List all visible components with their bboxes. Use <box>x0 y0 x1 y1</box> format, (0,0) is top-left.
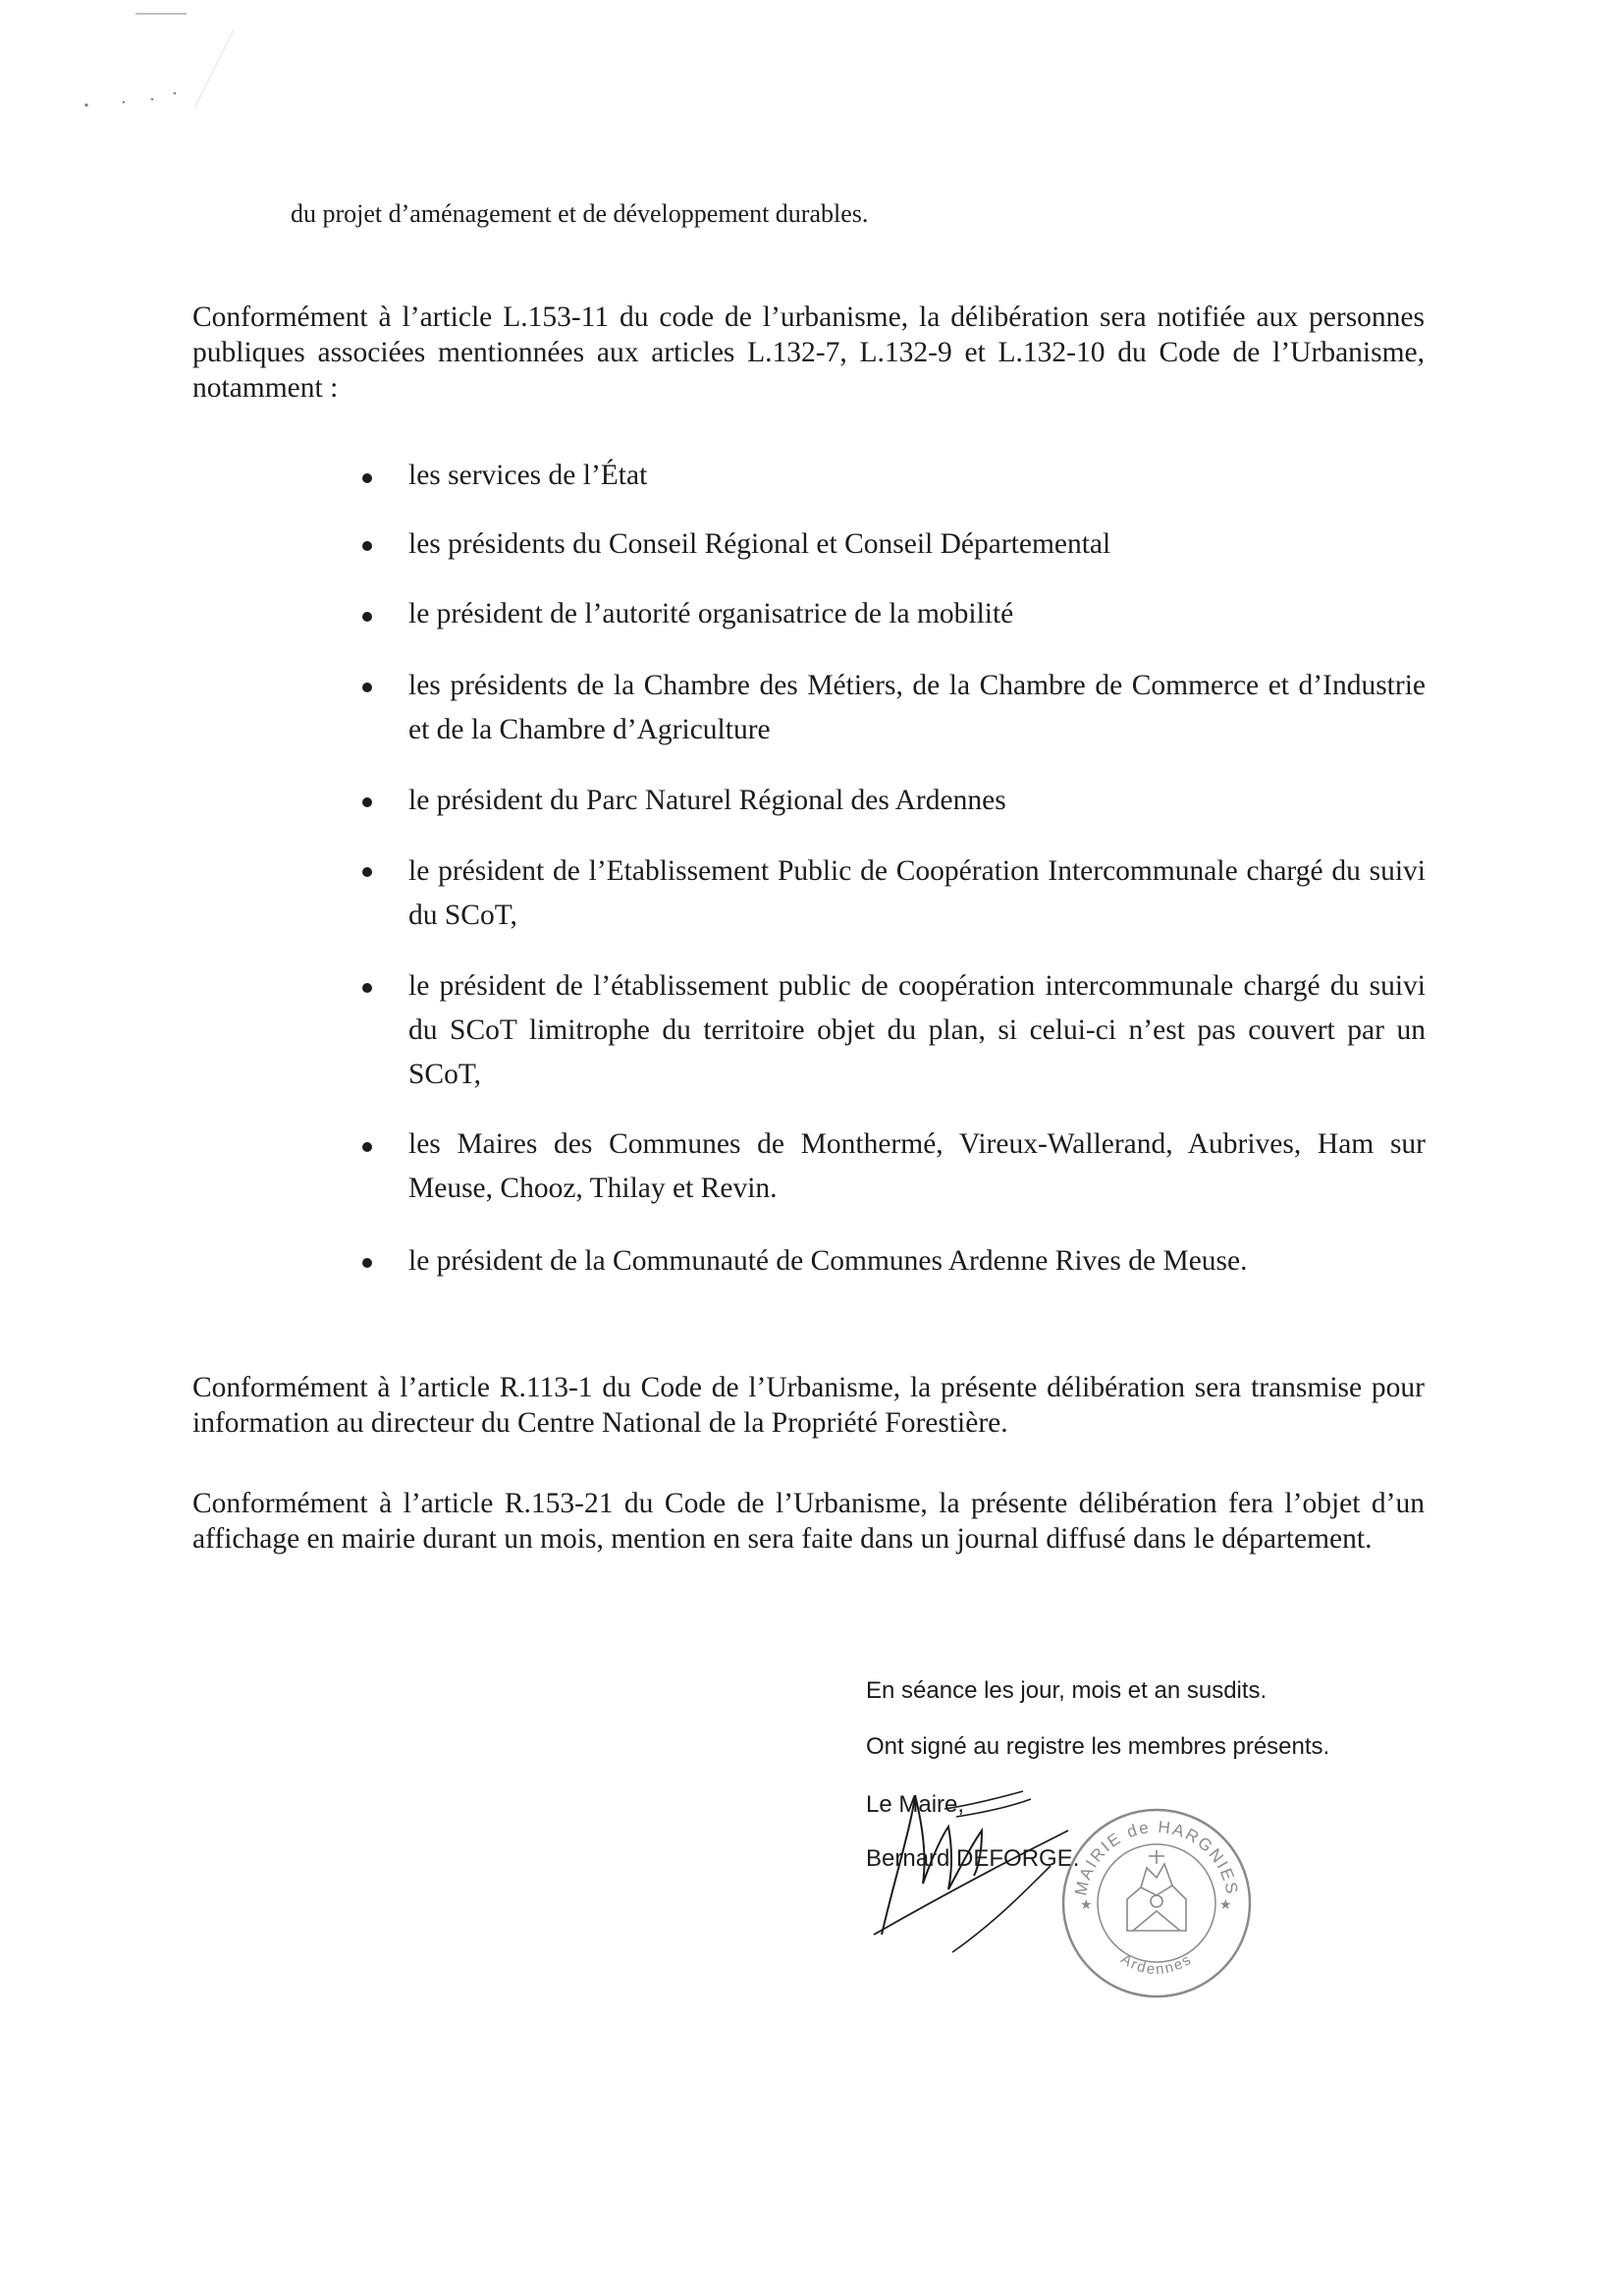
svg-text:Ardennes <box>1117 1950 1195 1978</box>
closing-session-line: En séance les jour, mois et an susdits. <box>866 1677 1267 1704</box>
bullet-icon <box>362 1258 372 1268</box>
intro-line: du projet d’aménagement et de développement durables. <box>291 199 869 228</box>
mairie-seal <box>1058 1805 1255 2001</box>
bullet-icon <box>362 983 372 993</box>
seal-text-bottom: Ardennes <box>1117 1950 1196 1979</box>
paragraph-transmission: Conformément à l’article R.113-1 du Code de l’Urbanisme, la présente délibération sera transmise pour information au directeur du Centre National de la Propriété Forestière. <box>192 1372 1425 1439</box>
mayor-name: Bernard DEFORGE. <box>866 1845 1080 1872</box>
seal-text-top: MAIRIE de HARGNIES <box>1071 1817 1242 1897</box>
bullet-icon <box>362 683 372 692</box>
bullet-icon <box>362 797 372 807</box>
bullet-icon <box>362 1142 372 1152</box>
svg-text:★: ★ <box>1219 1897 1232 1913</box>
bullet-icon <box>362 612 372 622</box>
mayor-title: Le Maire, <box>866 1791 965 1818</box>
svg-text:★: ★ <box>1080 1897 1093 1913</box>
bullet-icon <box>362 473 372 483</box>
closing-signed-line: Ont signé au registre les membres présents. <box>866 1733 1330 1760</box>
paragraph-affichage: Conformément à l’article R.153-21 du Code de l’Urbanisme, la présente délibération fera l’objet d’un affichage en mairie durant un mois, mention en sera faite dans un journal diffusé dans le département. <box>192 1488 1425 1555</box>
bullet-icon <box>362 541 372 551</box>
bullet-icon <box>362 867 372 877</box>
paragraph-notification: Conformément à l’article L.153-11 du code de l’urbanisme, la délibération sera notifiée aux personnes publiques associées mentionnées aux articles L.132-7, L.132-9 et L.132-10 du Code de l’Urbanisme, notamment : <box>192 301 1425 404</box>
seal-emblem-icon <box>1127 1850 1186 1931</box>
